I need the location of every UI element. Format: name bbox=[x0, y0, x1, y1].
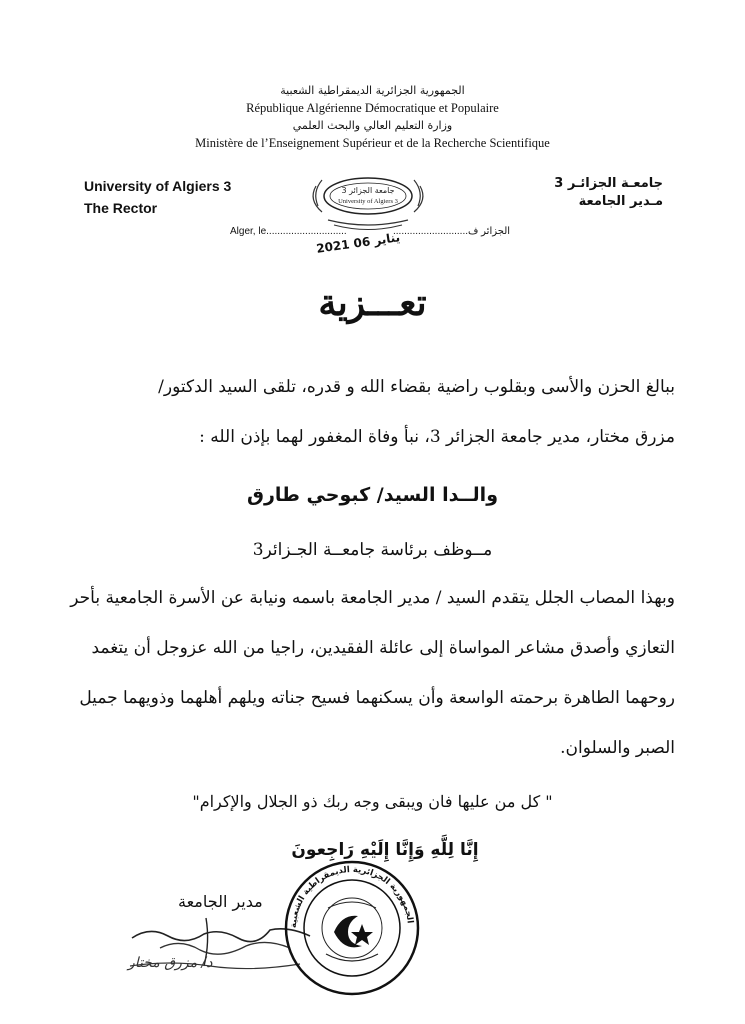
rector-title-ar: مـدير الجامعة bbox=[578, 194, 663, 209]
page-title: تعـــزية bbox=[318, 282, 427, 324]
body-para2-line-2: التعازي وأصدق مشاعر المواساة إلى عائلة الفقيدين، راجيا من الله عزوجل أن يتغمد bbox=[91, 638, 675, 658]
signatory-name: د/ مزرق مختار bbox=[128, 955, 213, 971]
logo-text-en: University of Algiers 3 bbox=[338, 198, 398, 205]
stamped-date: 2021 يناير 06 bbox=[315, 230, 401, 256]
ministry-ar: وزارة التعليم العالي والبحث العلمي bbox=[292, 119, 453, 132]
official-stamp bbox=[282, 858, 422, 998]
date-line-ar: ...........................الجزائر ف bbox=[393, 226, 511, 237]
logo-text-ar: جامعة الجزائر 3 bbox=[341, 186, 395, 195]
body-para2-line-3: روحهما الطاهرة برحمته الواسعة وأن يسكنهما فسيح جناته ويلهم أهلهما وذويهما جميل bbox=[79, 688, 675, 708]
quran-verse: " كل من عليها فان ويبقى وجه ربك ذو الجلال والإكرام" bbox=[192, 792, 553, 811]
date-line-fr: Alger, le............................. bbox=[230, 226, 347, 237]
university-name-en: University of Algiers 3 bbox=[84, 178, 232, 194]
university-logo bbox=[298, 168, 438, 232]
signatory-title: مدير الجامعة bbox=[178, 892, 263, 911]
deceased-position: مــوظف برئاسة جامعــة الجـزائر3 bbox=[252, 540, 493, 560]
rector-title-en: The Rector bbox=[84, 200, 158, 216]
body-line-2: مزرق مختار، مدير جامعة الجزائر 3، نبأ وفاة المغفور لهما بإذن الله : bbox=[199, 427, 675, 447]
date-label-fr: Alger, le bbox=[230, 226, 267, 237]
body-line-1: ببالغ الحزن والأسى وبقلوب راضية بقضاء الله و قدره، تلقى السيد الدكتور/ bbox=[158, 377, 675, 397]
ministry-fr: Ministère de l’Enseignement Supérieur et de la Recherche Scientifique bbox=[195, 136, 550, 150]
closing-phrase: إِنَّا لِلَّهِ وَإِنَّا إِلَيْهِ رَاجِعونَ bbox=[291, 840, 479, 860]
republic-ar: الجمهورية الجزائرية الديمقراطية الشعبية bbox=[280, 84, 465, 97]
republic-fr: République Algérienne Démocratique et Populaire bbox=[246, 101, 499, 115]
body-para2-line-1: وبهذا المصاب الجلل يتقدم السيد / مدير الجامعة باسمه ونيابة عن الأسرة الجامعية بأحر bbox=[70, 588, 675, 608]
deceased-name: والــدا السيد/ كبوحي طارق bbox=[246, 484, 499, 506]
body-para2-line-4: الصبر والسلوان. bbox=[560, 738, 675, 758]
stamp-text: الجمهورية الجزائرية الديمقراطية الشعبية bbox=[288, 864, 415, 929]
university-name-ar: جامعـة الجزائـر 3 bbox=[554, 176, 663, 191]
date-label-ar: الجزائر ف bbox=[468, 226, 511, 237]
